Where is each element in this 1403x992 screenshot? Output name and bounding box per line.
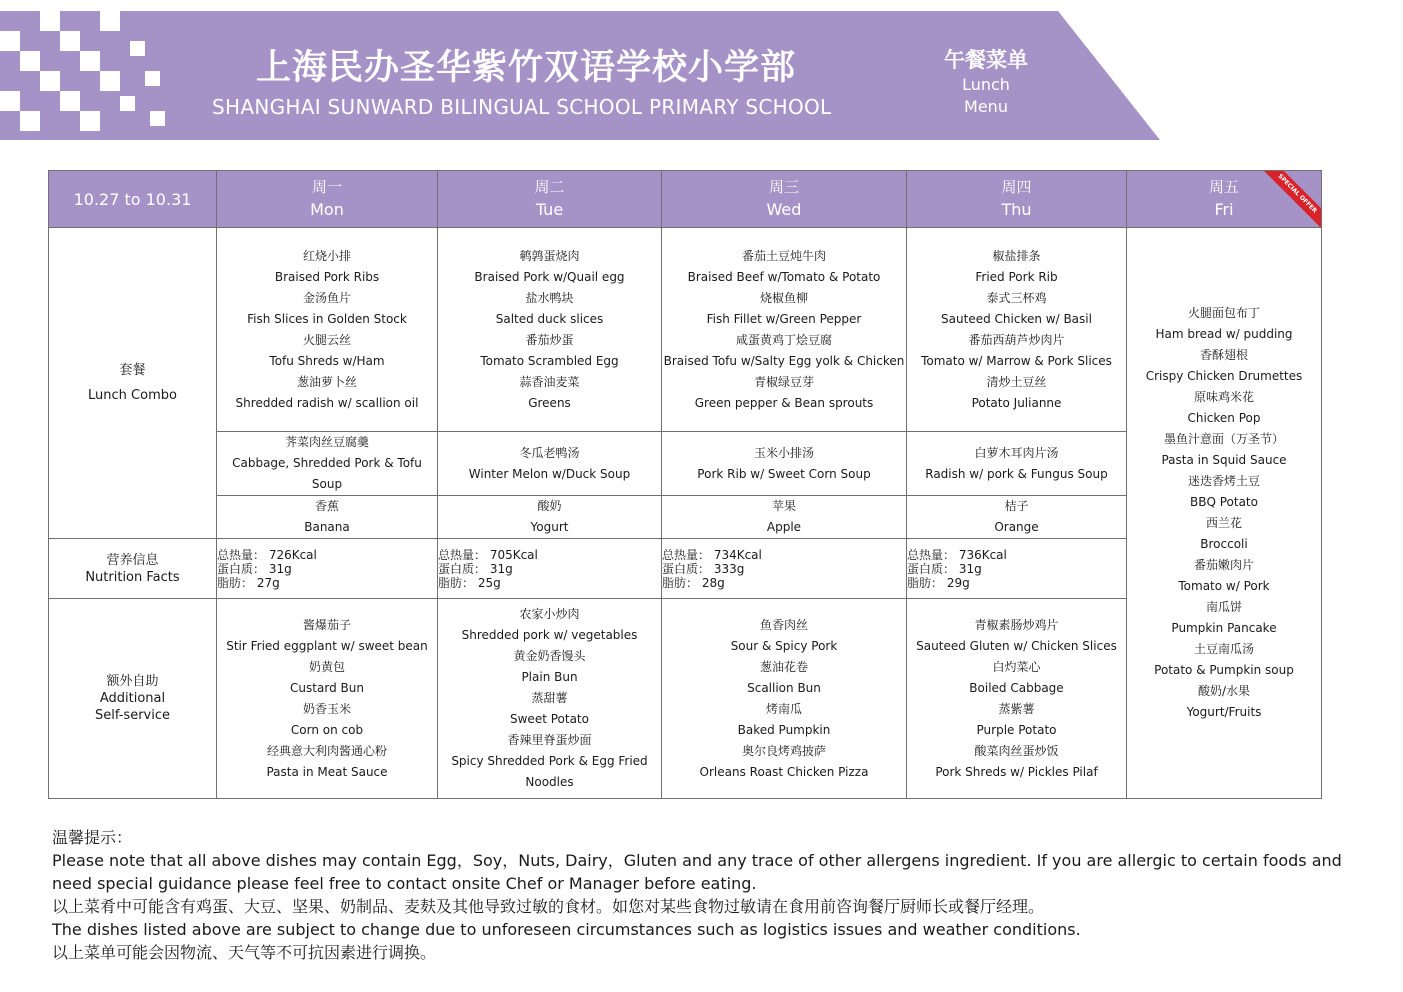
combo-row (49, 228, 1322, 432)
combo-label-cn: 套餐 (119, 363, 146, 378)
combo-thu (907, 228, 1127, 432)
menu-item-line: 青椒绿豆芽 (753, 374, 814, 389)
nutrition-wed (662, 539, 907, 599)
menu-title-en-2: Menu (964, 97, 1008, 116)
soup-thu (907, 432, 1127, 496)
menu-item-line: Tomato Scrambled Egg (480, 353, 619, 368)
day-header-fri (1127, 171, 1322, 228)
soup-mon (217, 432, 438, 496)
menu-item-line: Baked Pumpkin (737, 722, 831, 737)
menu-item-line: Cabbage, Shredded Pork & Tofu Soup (232, 456, 422, 491)
change-note-en: The dishes listed above are subject to change due to unforeseen circumstances such as logistics issues and weather conditions. (52, 920, 1081, 939)
menu-item-line: 番茄土豆炖牛肉 (741, 248, 826, 263)
menu-item-line: 香酥翅根 (1199, 348, 1248, 362)
day-cn: 周三 (768, 178, 799, 196)
combo-mon (217, 228, 438, 432)
menu-item-line: 蛋白质： 31g (217, 561, 292, 576)
menu-item-line: Noodles (525, 775, 574, 789)
menu-item-line: Purple Potato (976, 722, 1057, 737)
menu-item-line: 咸蛋黄鸡丁烩豆腐 (735, 332, 832, 347)
change-note-cn: 以上菜单可能会因物流、天气等不可抗因素进行调换。 (52, 943, 437, 962)
menu-item-line: Greens (528, 395, 571, 410)
day-header-wed (662, 171, 907, 228)
menu-item-line: 葱油萝卜丝 (296, 374, 357, 389)
menu-title-en-1: Lunch (962, 75, 1010, 94)
menu-item-line: 番茄嫩肉片 (1193, 558, 1254, 572)
menu-item-line: Tofu Shreds w/Ham (269, 353, 385, 368)
menu-item-line: Broccoli (1200, 537, 1248, 551)
combo-label-en: Lunch Combo (88, 388, 177, 403)
day-en: Wed (766, 200, 802, 219)
menu-item-line: Plain Bun (521, 670, 578, 684)
menu-item-line: 奥尔良烤鸡披萨 (741, 743, 826, 758)
menu-item-line: Shredded pork w/ vegetables (461, 628, 638, 642)
menu-item-line: 总热量： 705Kcal (438, 547, 538, 562)
fruit-tue (438, 496, 662, 539)
menu-item-line: Braised Pork Ribs (274, 269, 380, 284)
menu-item-line: Pasta in Squid Sauce (1161, 453, 1287, 467)
soup-wed (662, 432, 907, 496)
combo-label (49, 228, 217, 539)
menu-item-line: 西兰花 (1205, 516, 1242, 530)
menu-title (926, 44, 1046, 118)
menu-item-line: 红烧小排 (302, 248, 351, 263)
extra-label-en-1: Additional (99, 691, 166, 706)
menu-item-line: 青椒素肠炒鸡片 (974, 617, 1059, 632)
menu-item-line: Sour & Spicy Pork (730, 638, 838, 653)
allergen-note-cn: 以上菜肴中可能含有鸡蛋、大豆、坚果、奶制品、麦麸及其他导致过敏的食材。如您对某些食物过敏请在食用前咨询餐厅厨师长或餐厅经理。 (52, 897, 1045, 916)
menu-item-line: 白灼菜心 (992, 659, 1041, 674)
menu-item-line: 墨鱼汁意面（万圣节） (1163, 432, 1284, 446)
menu-item-line: 脂肪： 28g (662, 575, 725, 590)
menu-item-line: Braised Pork w/Quail egg (474, 269, 625, 284)
menu-item-line: 鹌鹑蛋烧肉 (519, 248, 580, 263)
menu-item-line: 香蕉 (314, 499, 339, 513)
menu-item-line: 总热量： 736Kcal (907, 547, 1007, 562)
combo-wed (662, 228, 907, 432)
menu-item-line: 脂肪： 29g (907, 575, 970, 590)
menu-item-line: Custard Bun (290, 680, 364, 695)
combo-tue (438, 228, 662, 432)
menu-item-line: Pasta in Meat Sauce (266, 764, 388, 779)
menu-item-line: Salted duck slices (495, 311, 604, 326)
pixel-logo-pattern (0, 11, 170, 140)
menu-item-line: Braised Beef w/Tomato & Potato (687, 269, 881, 284)
menu-item-line: 桔子 (1004, 499, 1029, 513)
menu-item-line: Potato Julianne (971, 395, 1062, 410)
menu-item-line: Tomato w/ Pork (1178, 579, 1270, 593)
menu-item-line: Orleans Roast Chicken Pizza (699, 764, 869, 779)
menu-fri (1127, 228, 1322, 799)
day-header-mon (217, 171, 438, 228)
menu-item-line: 酸菜肉丝蛋炒饭 (974, 743, 1059, 758)
menu-item-line: Yogurt (530, 520, 569, 534)
menu-item-line: Ham bread w/ pudding (1155, 327, 1293, 341)
nutrition-label-en: Nutrition Facts (85, 569, 180, 585)
menu-item-line: 金汤鱼片 (302, 290, 351, 305)
menu-item-line: Sauteed Gluten w/ Chicken Slices (916, 638, 1117, 653)
menu-item-line: Chicken Pop (1187, 411, 1261, 425)
menu-item-line: 脂肪： 27g (217, 575, 280, 590)
menu-item-line: 总热量： 734Kcal (662, 547, 762, 562)
menu-item-line: 酸奶 (537, 499, 562, 513)
menu-item-line: Potato & Pumpkin soup (1154, 663, 1294, 677)
menu-item-line: Stir Fried eggplant w/ sweet bean (226, 638, 428, 653)
fruit-thu (907, 496, 1127, 539)
day-en: Tue (535, 200, 564, 219)
menu-item-line: Braised Tofu w/Salty Egg yolk & Chicken (663, 353, 905, 368)
menu-item-line: 白萝木耳肉片汤 (974, 445, 1059, 460)
soup-tue (438, 432, 662, 496)
menu-item-line: Scallion Bun (747, 680, 821, 695)
nutrition-tue (438, 539, 662, 599)
nutrition-label (49, 539, 217, 599)
notes-section (52, 826, 1352, 964)
menu-item-line: 荠菜肉丝豆腐羹 (284, 435, 369, 449)
menu-item-line: 番茄西葫芦炒肉片 (968, 332, 1065, 347)
menu-item-line: 椒盐排条 (992, 248, 1041, 263)
day-cn: 周五 (1208, 178, 1239, 196)
menu-title-cn: 午餐菜单 (944, 48, 1028, 72)
extra-wed (662, 599, 907, 799)
menu-item-line: 迷迭香烤土豆 (1187, 474, 1260, 488)
menu-item-line: Pumpkin Pancake (1171, 621, 1277, 635)
nutrition-label-cn: 营养信息 (106, 552, 159, 568)
menu-item-line: 酱爆茄子 (302, 617, 351, 632)
menu-item-line: 蛋白质： 31g (907, 561, 982, 576)
nutrition-mon (217, 539, 438, 599)
extra-label-cn: 额外自助 (106, 674, 159, 689)
menu-item-line: Sweet Potato (510, 712, 589, 726)
menu-item-line: 土豆南瓜汤 (1193, 642, 1254, 656)
lunch-menu-table (48, 170, 1322, 799)
menu-item-line: 蛋白质： 31g (438, 561, 513, 576)
menu-item-line: 脂肪： 25g (438, 575, 501, 590)
menu-item-line: 黄金奶香馒头 (513, 649, 586, 663)
day-header-thu (907, 171, 1127, 228)
menu-item-line: 蒸紫薯 (998, 701, 1035, 716)
school-name-cn: 上海民办圣华紫竹双语学校小学部 (256, 48, 797, 88)
menu-item-line: 玉米小排汤 (753, 445, 814, 460)
menu-item-line: 火腿面包布丁 (1187, 306, 1260, 320)
extra-label-en-2: Self-service (95, 708, 170, 723)
menu-item-line: Pork Rib w/ Sweet Corn Soup (697, 466, 871, 481)
menu-item-line: Shredded radish w/ scallion oil (235, 395, 419, 410)
extra-label (49, 599, 217, 799)
menu-item-line: 蒸甜薯 (531, 691, 568, 705)
menu-item-line: Corn on cob (290, 722, 364, 737)
menu-item-line: 农家小炒肉 (519, 607, 580, 621)
extra-mon (217, 599, 438, 799)
menu-item-line: Radish w/ pork & Fungus Soup (925, 466, 1108, 481)
menu-item-line: 奶香玉米 (302, 701, 351, 716)
menu-item-line: Crispy Chicken Drumettes (1145, 369, 1303, 383)
menu-item-line: Sauteed Chicken w/ Basil (941, 311, 1092, 326)
menu-item-line: Apple (766, 520, 802, 534)
date-range: 10.27 to 10.31 (49, 171, 217, 228)
menu-item-line: 冬瓜老鸭汤 (519, 445, 580, 460)
menu-item-line: 原味鸡米花 (1193, 390, 1254, 404)
special-offer-ribbon: SPECIAL OFFER (1260, 171, 1322, 228)
menu-item-line: 香辣里脊蛋炒面 (507, 733, 592, 747)
menu-item-line: Yogurt/Fruits (1186, 705, 1262, 719)
notes-title: 温馨提示： (52, 828, 133, 847)
menu-item-line: 盐水鸭块 (525, 290, 574, 305)
menu-item-line: 番茄炒蛋 (525, 332, 574, 347)
extra-thu (907, 599, 1127, 799)
menu-item-line: Fish Slices in Golden Stock (247, 311, 407, 326)
menu-item-line: 蒜香油麦菜 (519, 374, 580, 389)
menu-item-line: 烤南瓜 (765, 701, 802, 716)
menu-item-line: Boiled Cabbage (969, 680, 1064, 695)
extra-tue (438, 599, 662, 799)
menu-item-line: Tomato w/ Marrow & Pork Slices (921, 353, 1112, 368)
menu-item-line: 烧椒鱼柳 (759, 290, 808, 305)
school-name-en: SHANGHAI SUNWARD BILINGUAL SCHOOL PRIMARY SCHOOL (212, 95, 832, 119)
menu-item-line: Winter Melon w/Duck Soup (468, 466, 631, 481)
menu-item-line: 奶黄包 (308, 659, 345, 674)
allergen-note-en: Please note that all above dishes may contain Egg，Soy，Nuts, Dairy，Gluten and any trace of other allergens ingredient. If you are allergic to certain foods and need special guidance please feel free to contact onsite Chef or Manager before eating. (52, 851, 1342, 893)
day-cn: 周二 (534, 178, 565, 196)
menu-item-line: 南瓜饼 (1205, 600, 1242, 614)
nutrition-thu (907, 539, 1127, 599)
fruit-wed (662, 496, 907, 539)
menu-item-line: BBQ Potato (1190, 495, 1258, 509)
menu-item-line: Green pepper & Bean sprouts (694, 395, 874, 410)
menu-item-line: Fried Pork Rib (975, 269, 1058, 284)
day-cn: 周四 (1001, 178, 1032, 196)
menu-item-line: Orange (994, 520, 1039, 534)
day-en: Mon (310, 200, 344, 219)
day-en: Fri (1214, 200, 1234, 219)
menu-item-line: 经典意大利肉酱通心粉 (266, 743, 387, 758)
day-en: Thu (1001, 200, 1032, 219)
day-header-tue (438, 171, 662, 228)
day-cn: 周一 (311, 178, 342, 196)
menu-item-line: 清炒土豆丝 (986, 374, 1047, 389)
menu-item-line: 鱼香肉丝 (759, 617, 808, 632)
fruit-mon (217, 496, 438, 539)
menu-item-line: Banana (304, 520, 350, 534)
menu-item-line: 酸奶/水果 (1197, 684, 1251, 698)
menu-item-line: 苹果 (771, 499, 796, 513)
menu-item-line: 泰式三杯鸡 (986, 290, 1047, 305)
menu-item-line: 火腿云丝 (302, 332, 351, 347)
menu-item-line: 葱油花卷 (759, 659, 808, 674)
menu-item-line: Pork Shreds w/ Pickles Pilaf (935, 764, 1098, 779)
menu-item-line: Spicy Shredded Pork & Egg Fried (451, 754, 648, 768)
menu-item-line: 蛋白质： 333g (662, 561, 745, 576)
menu-item-line: Fish Fillet w/Green Pepper (706, 311, 862, 326)
header-row (49, 171, 1322, 228)
menu-item-line: 总热量： 726Kcal (217, 547, 317, 562)
